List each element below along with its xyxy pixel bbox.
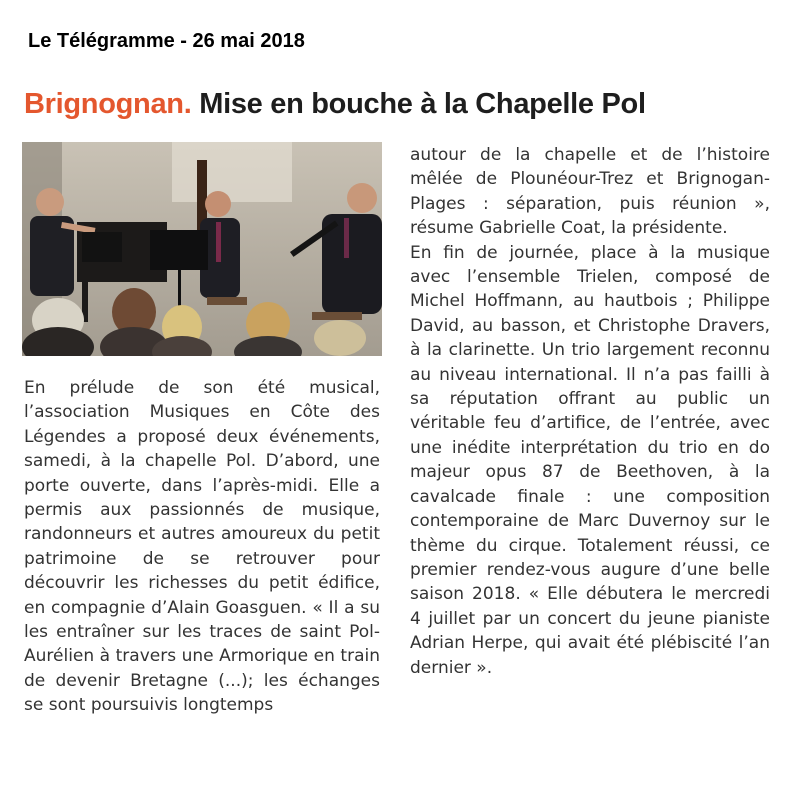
article-paragraph: En fin de journée, place à la musique avec l’ensemble Trielen, composé de Michel Hoffmann, au hautbois ; Philippe David, au basson, et Christophe Dravers, à la clarinette. Un trio largement reconnu au niveau international. Il n’a pas failli à sa réputation offrant au public un véritable feu d’artifice, de l’entrée, avec une inédite interprétation du trio en do majeur opus 87 de Beethoven, à la cavalcade finale : une composition contemporaine de Marc Duvernoy sur le thème du cirque. Totalement réussi, ce premier rendez-vous augure d’une belle saison 2018. « Elle débutera le mercredi 4 juillet par un concert du jeune pianiste Adrian Herpe, qui avait été plébiscité l’an dernier ». bbox=[410, 242, 770, 678]
article-column-right bbox=[410, 143, 770, 680]
article-paragraph: autour de la chapelle et de l’histoire mêlée de Plounéour-Trez et Brignogan-Plages : séparation, puis réunion », résume Gabrielle Coat, la présidente. bbox=[410, 145, 770, 239]
article-column-left bbox=[24, 376, 380, 718]
article-paragraph: En prélude de son été musical, l’association Musiques en Côte des Légendes a proposé deux événements, samedi, à la chapelle Pol. D’abord, une porte ouverte, dans l’après-midi. Elle a permis aux passionnés de musique, randonneurs et autres amoureux du petit patrimoine de se retrouver pour découvrir les richesses du petit édifice, en compagnie d’Alain Goasguen. « Il a su les entraîner sur les traces de saint Pol-Aurélien à travers une Armorique en train de devenir Bretagne (...); les échanges se sont poursuivis longtemps bbox=[24, 378, 380, 716]
concert-photo-illustration bbox=[22, 142, 382, 356]
headline-title: Mise en bouche à la Chapelle Pol bbox=[199, 88, 646, 120]
source-caption: Le Télégramme - 26 mai 2018 bbox=[28, 30, 305, 52]
headline bbox=[24, 88, 646, 121]
concert-photo bbox=[22, 142, 382, 356]
headline-place: Brignognan. bbox=[24, 88, 192, 120]
